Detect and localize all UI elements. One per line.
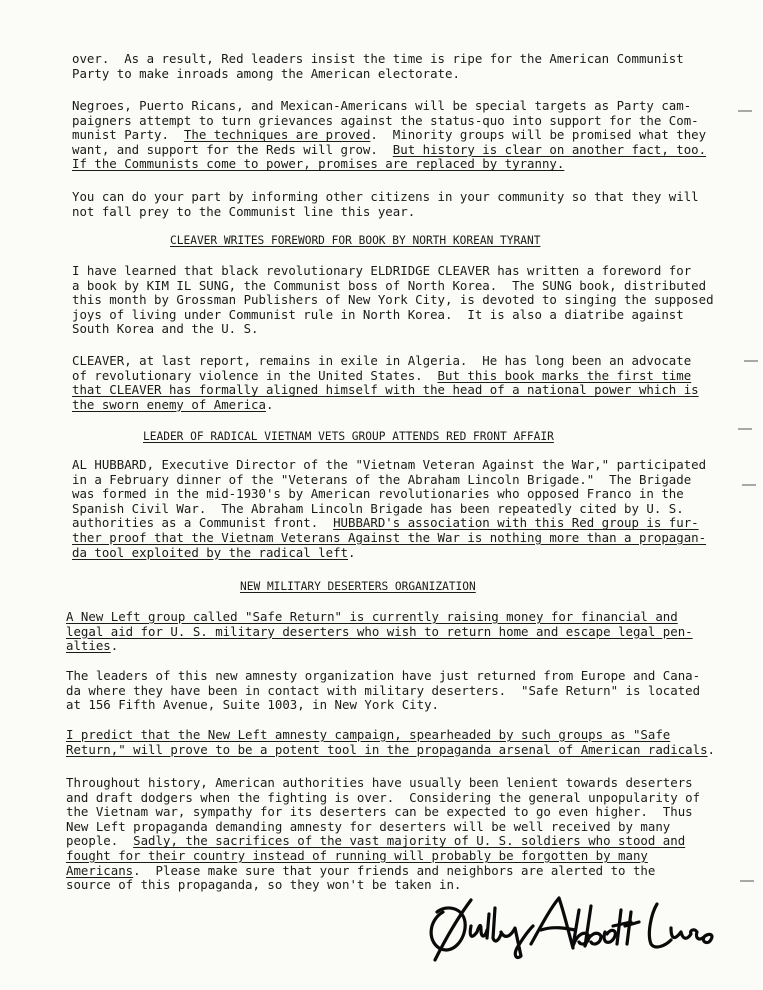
text-run: AL HUBBARD, Executive Director of the "Vietnam Veteran Against the War," participated — [72, 457, 707, 472]
underlined-text: legal aid for U. S. military deserters who wish to return home and escape legal pen- — [66, 623, 693, 639]
underlined-text: fought for their country instead of running will probably be forgotten by many — [66, 847, 648, 863]
paragraph — [72, 458, 706, 560]
text-run: authorities as a Communist front. — [72, 515, 334, 531]
margin-mark — [738, 110, 752, 112]
underlined-text: alties — [66, 638, 111, 654]
underlined-text: But history is clear on another fact, too. — [392, 141, 707, 157]
margin-mark — [744, 360, 758, 362]
text-run: people. — [66, 833, 134, 849]
text-line — [66, 849, 700, 864]
text-run: in a February dinner of the "Veterans of the Abraham Lincoln Brigade." The Brigade — [72, 471, 692, 487]
text-line — [72, 205, 699, 220]
text-line — [72, 458, 706, 473]
underlined-text: If the Communists come to power, promises are replaced by tyranny. — [72, 156, 565, 172]
signature — [425, 890, 720, 970]
text-run: CLEAVER, at last report, remains in exile in Algeria. He has long been an advocate — [72, 353, 692, 368]
text-run: The leaders of this new amnesty organization have just returned from Europe and Cana- — [66, 668, 701, 683]
text-run: was formed in the mid-1930's by American revolutionaries who opposed Franco in the — [72, 486, 684, 502]
paragraph — [66, 776, 700, 893]
text-line — [72, 487, 706, 502]
text-line — [66, 684, 700, 699]
underlined-text: da tool exploited by the radical left — [72, 544, 349, 560]
text-line — [66, 639, 693, 654]
paragraph — [72, 190, 699, 219]
text-line — [72, 473, 706, 488]
margin-mark — [742, 484, 756, 486]
underlined-text: Return," will prove to be a potent tool in the propaganda arsenal of American radicals — [66, 741, 708, 757]
text-run: paigners attempt to turn grievances against the status-quo into support for the Com- — [72, 112, 699, 128]
text-run: . — [707, 741, 716, 757]
underlined-text: Americans — [66, 862, 134, 878]
text-run: South Korea and the U. S. — [72, 321, 259, 337]
underlined-text: the sworn enemy of America — [72, 396, 266, 412]
paragraph — [72, 264, 714, 337]
text-run: Negroes, Puerto Ricans, and Mexican-Americans will be special targets as Party cam- — [72, 98, 692, 113]
text-run: Spanish Civil War. The Abraham Lincoln Brigade has been repeatedly cited by U. S. — [72, 500, 684, 516]
text-line — [66, 834, 700, 849]
text-run: want, and support for the Reds will grow. — [72, 141, 393, 157]
text-run: . — [110, 638, 119, 654]
underlined-text: I predict that the New Left amnesty campaign, spearheaded by such groups as "Safe — [66, 727, 671, 742]
text-line — [72, 293, 714, 308]
text-line — [72, 531, 706, 546]
paragraph — [66, 669, 700, 713]
underlined-text: A New Left group called "Safe Return" is currently raising money for financial and — [66, 609, 678, 624]
text-run: and draft dodgers when the fighting is over. Considering the general unpopularity of — [66, 789, 701, 805]
paragraph — [72, 52, 684, 81]
text-line — [72, 279, 714, 294]
text-line — [72, 143, 706, 158]
text-run: New Left propaganda demanding amnesty for deserters will be well received by many — [66, 818, 671, 834]
section-heading-deserters: NEW MILITARY DESERTERS ORGANIZATION — [240, 580, 476, 593]
text-run: You can do your part by informing other citizens in your community so that they will — [72, 189, 699, 204]
text-line — [72, 383, 699, 398]
text-line — [66, 669, 700, 684]
text-line — [72, 308, 714, 323]
text-run: da where they have been in contact with military deserters. "Safe Return" is located — [66, 682, 701, 698]
text-line — [66, 728, 715, 743]
text-run: . Minority groups will be promised what they — [370, 127, 707, 143]
text-line — [72, 157, 706, 172]
text-line — [72, 369, 699, 384]
text-run: of revolutionary violence in the United States. — [72, 367, 438, 383]
text-line — [72, 114, 706, 129]
text-line — [66, 820, 700, 835]
text-run: munist Party. — [72, 127, 184, 143]
text-run: Throughout history, American authorities have usually been lenient towards deserters — [66, 775, 693, 790]
underlined-text: The techniques are proved — [183, 127, 371, 143]
text-run: source of this propaganda, so they won't be taken in. — [66, 877, 462, 893]
underlined-text: HUBBARD's association with this Red group is fur- — [333, 515, 699, 531]
paragraph — [72, 99, 706, 172]
margin-mark — [738, 428, 752, 430]
text-line — [72, 546, 706, 561]
text-run: a book by KIM IL SUNG, the Communist boss of North Korea. The SUNG book, distributed — [72, 277, 707, 293]
text-line — [72, 322, 714, 337]
text-run: at 156 Fifth Avenue, Suite 1003, in New York City. — [66, 697, 439, 713]
text-run: . — [348, 544, 356, 560]
text-line — [72, 128, 706, 143]
paragraph — [66, 610, 693, 654]
text-run: Party to make inroads among the American electorate. — [72, 65, 460, 81]
text-run: not fall prey to the Communist line this year. — [72, 203, 416, 219]
underlined-text: that CLEAVER has formally aligned himself with the head of a national power which is — [72, 382, 699, 398]
text-line — [66, 776, 700, 791]
underlined-text: But this book marks the first time — [437, 367, 692, 383]
text-line — [66, 805, 700, 820]
text-line — [66, 743, 715, 758]
text-line — [66, 864, 700, 879]
text-line — [72, 67, 684, 82]
text-line — [72, 516, 706, 531]
text-line — [72, 52, 684, 67]
text-line — [72, 264, 714, 279]
text-run: . Please make sure that your friends and neighbors are alerted to the — [133, 862, 656, 878]
text-run: the Vietnam war, sympathy for its deserters can be expected to go even higher. Thus — [66, 804, 693, 820]
text-run: this month by Grossman Publishers of New York City, is devoted to singing the supposed — [72, 292, 714, 308]
text-run: joys of living under Communist rule in North Korea. It is also a diatribe against — [72, 306, 684, 322]
section-heading-cleaver: CLEAVER WRITES FOREWORD FOR BOOK BY NORTH KOREAN TYRANT — [170, 234, 541, 247]
margin-mark — [740, 880, 754, 882]
text-run: . — [265, 396, 274, 412]
text-line — [66, 791, 700, 806]
section-heading-hubbard: LEADER OF RADICAL VIETNAM VETS GROUP ATTENDS RED FRONT AFFAIR — [143, 430, 554, 443]
text-line — [72, 354, 699, 369]
text-line — [72, 502, 706, 517]
underlined-text: ther proof that the Vietnam Veterans Against the War is nothing more than a propagan- — [72, 529, 707, 545]
text-line — [72, 99, 706, 114]
underlined-text: Sadly, the sacrifices of the vast majority of U. S. soldiers who stood and — [133, 833, 686, 849]
paragraph — [66, 728, 715, 757]
text-line — [66, 625, 693, 640]
paragraph — [72, 354, 699, 412]
text-line — [66, 610, 693, 625]
text-line — [66, 698, 700, 713]
text-line — [72, 190, 699, 205]
text-run: over. As a result, Red leaders insist the time is ripe for the American Communist — [72, 51, 684, 66]
text-run: I have learned that black revolutionary ELDRIDGE CLEAVER has written a foreword for — [72, 263, 692, 278]
text-line — [72, 398, 699, 413]
